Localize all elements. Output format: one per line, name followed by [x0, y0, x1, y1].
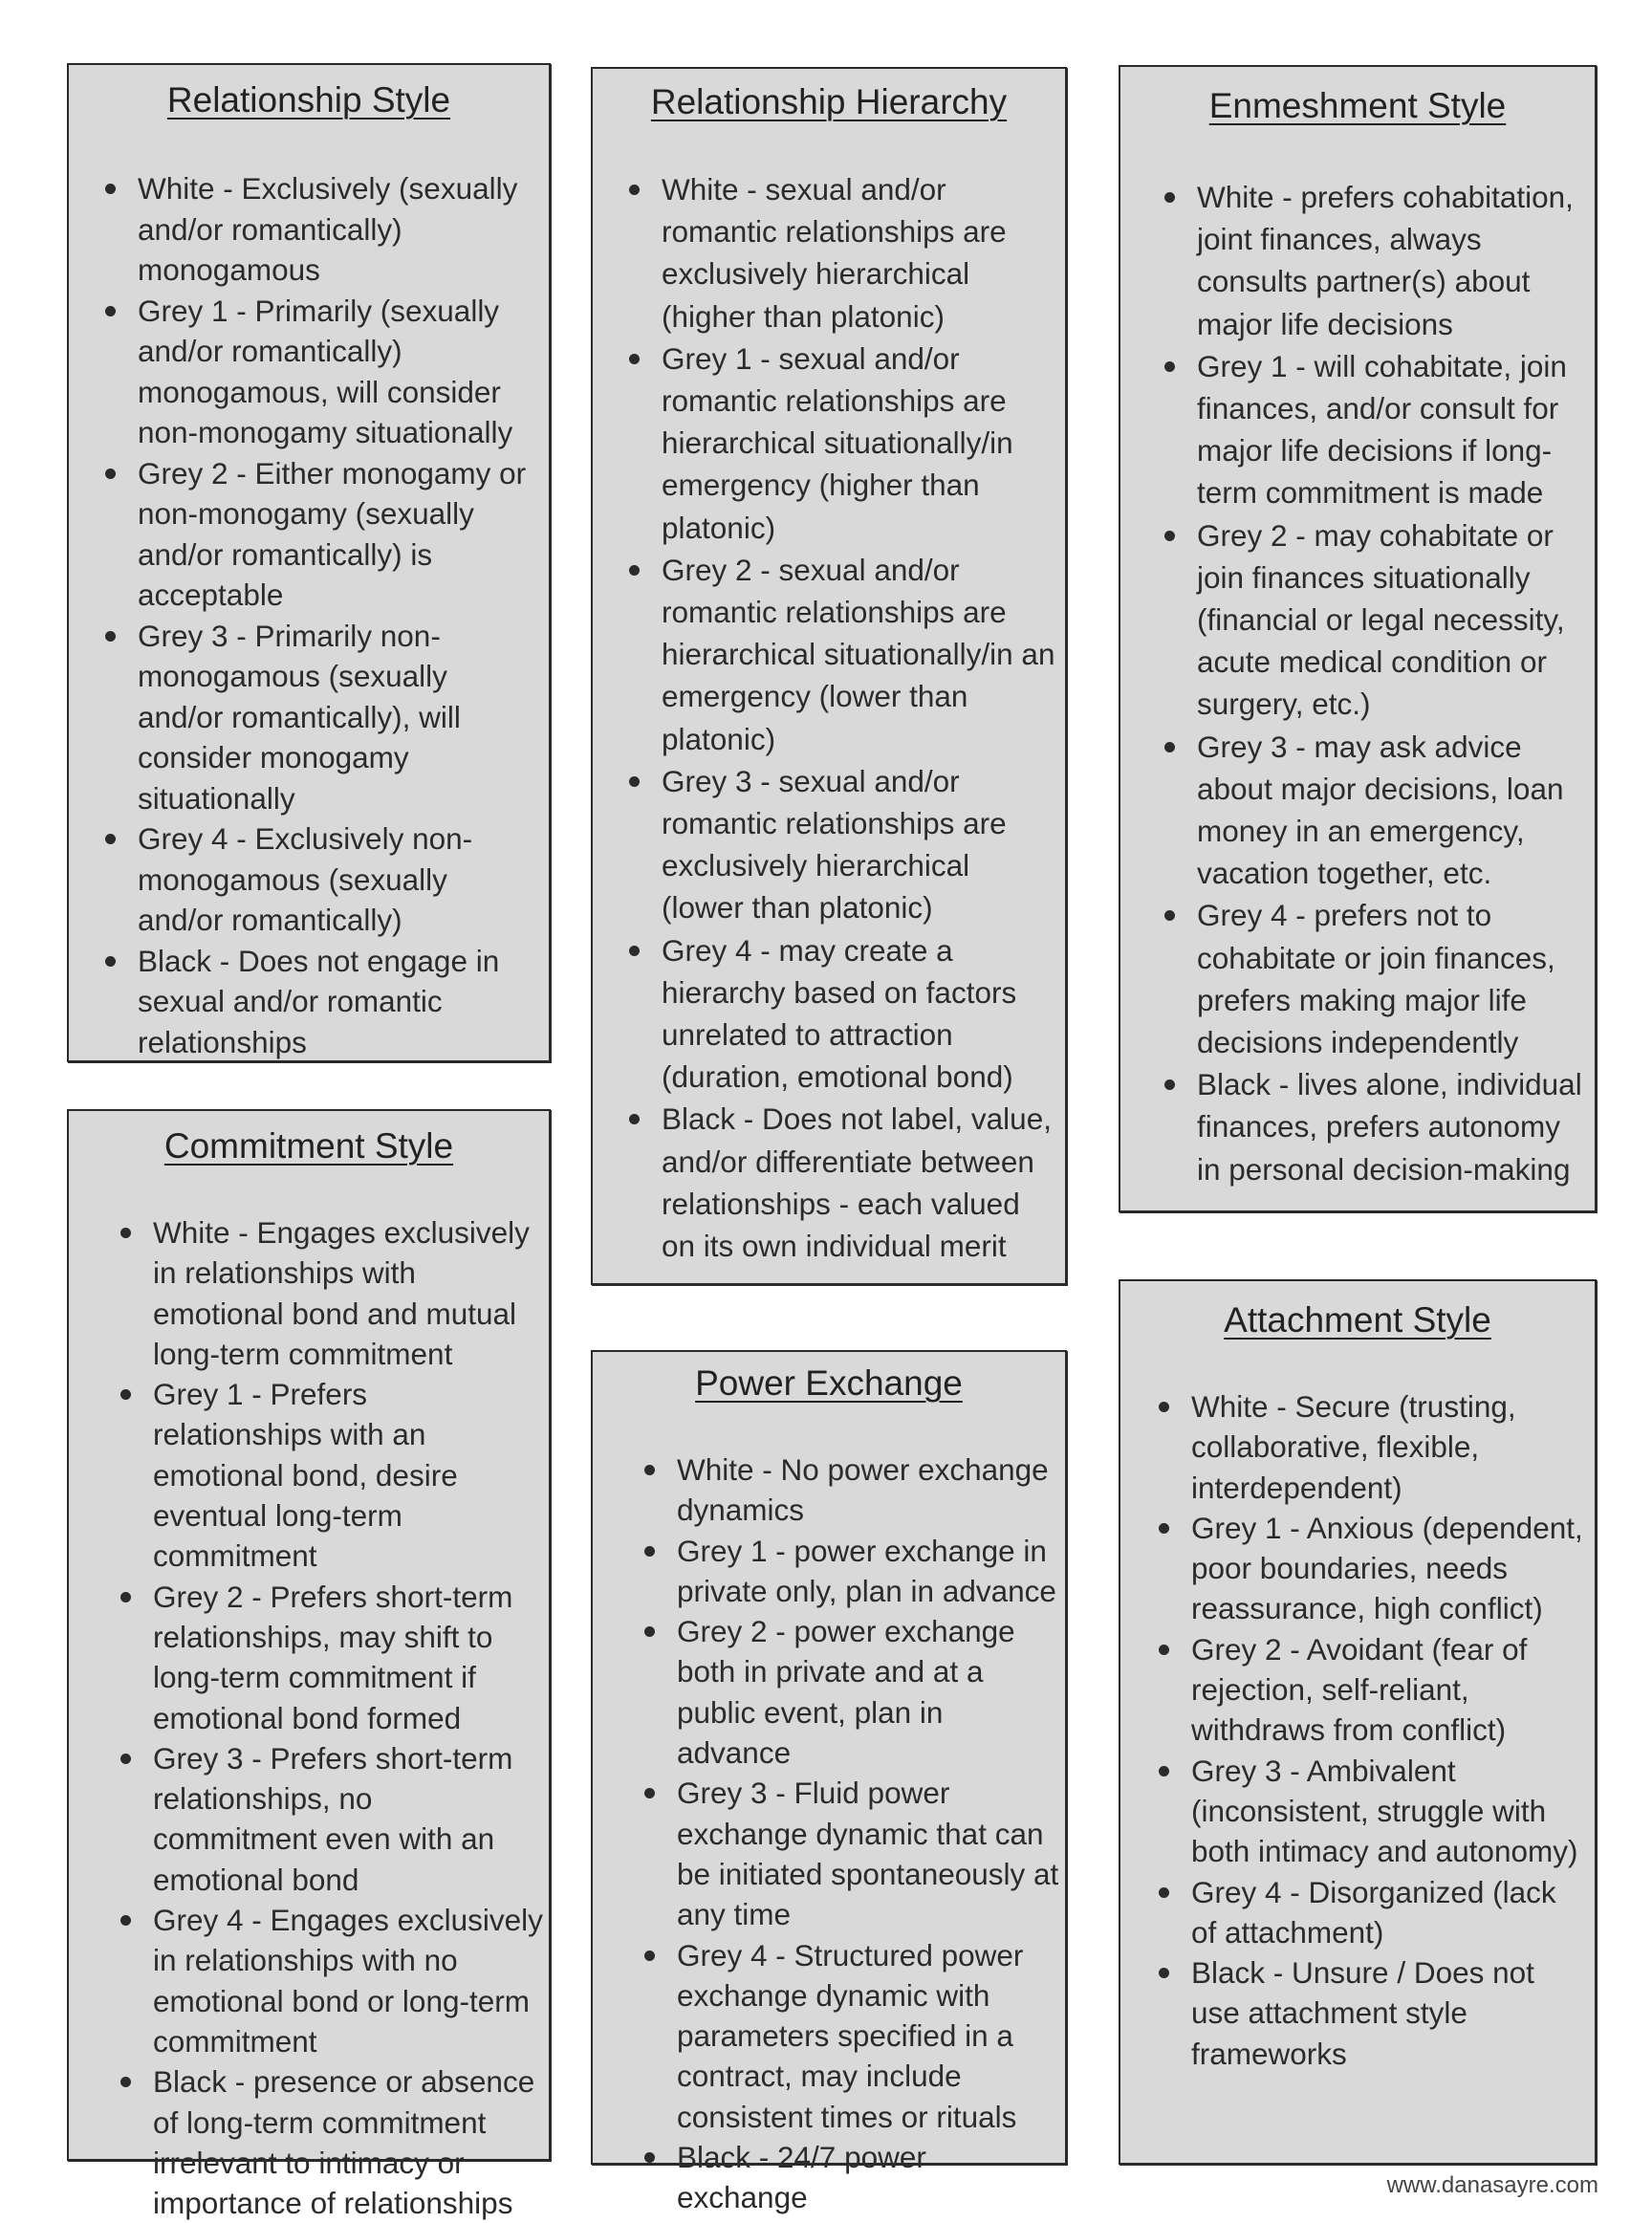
list-item: Black - presence or absence of long-term commitment irrelevant to intimacy or importance of relationships [103, 2061, 543, 2223]
power-exchange-card [591, 1350, 1067, 2215]
list-item: White - sexual and/or romantic relationships are exclusively hierarchical (higher than platonic) [612, 168, 1059, 338]
list-item: Grey 3 - may ask advice about major decisions, loan money in an emergency, vacation together, etc. [1147, 726, 1589, 895]
list-item: Black - lives alone, individual finances, prefers autonomy in personal decision-making [1147, 1063, 1589, 1190]
bullet-list [1120, 1386, 1595, 2074]
card-title: Relationship Style [166, 80, 451, 120]
list-item: Grey 3 - Primarily non-monogamous (sexually and/or romantically), will consider monogamy situationally [88, 616, 539, 819]
list-item: White - No power exchange dynamics [627, 1449, 1059, 1531]
card-title: Relationship Hierarchy [650, 82, 1008, 121]
enmeshment-style-card [1119, 65, 1597, 1212]
list-item: Grey 1 - Primarily (sexually and/or romantically) monogamous, will consider non-monogamy situationally [88, 291, 539, 453]
card-title: Commitment Style [163, 1126, 454, 1166]
commitment-style-card [67, 1109, 551, 2221]
list-item: Grey 2 - may cohabitate or join finances situationally (financial or legal necessity, acute medical condition or surgery, etc.) [1147, 514, 1589, 726]
list-item: Grey 4 - may create a hierarchy based on factors unrelated to attraction (duration, emotional bond) [612, 929, 1059, 1099]
list-item: Grey 4 - Structured power exchange dynamic with parameters specified in a contract, may include consistent times or rituals [627, 1935, 1059, 2137]
list-item: White - Exclusively (sexually and/or romantically) monogamous [88, 168, 539, 291]
list-item: Black - Unsure / Does not use attachment style frameworks [1141, 1952, 1589, 2074]
bullet-list [593, 168, 1065, 1267]
list-item: Grey 4 - Disorganized (lack of attachment) [1141, 1872, 1589, 1953]
card-title: Enmeshment Style [1208, 86, 1507, 125]
list-item: Black - 24/7 power exchange [627, 2137, 1059, 2218]
list-item: Grey 1 - will cohabitate, join finances, and/or consult for major life decisions if long-term commitment is made [1147, 345, 1589, 514]
list-item: Grey 1 - power exchange in private only, plan in advance [627, 1531, 1059, 1612]
list-item: Grey 1 - sexual and/or romantic relationships are hierarchical situationally/in emergency (higher than platonic) [612, 338, 1059, 549]
list-item: Black - Does not label, value, and/or differentiate between relationships - each valued on its own individual merit [612, 1098, 1059, 1267]
list-item: Grey 2 - Avoidant (fear of rejection, self-reliant, withdraws from conflict) [1141, 1629, 1589, 1751]
list-item: White - Secure (trusting, collaborative, flexible, interdependent) [1141, 1386, 1589, 1508]
bullet-list [1120, 176, 1595, 1190]
list-item: Grey 3 - sexual and/or romantic relationships are exclusively hierarchical (lower than platonic) [612, 760, 1059, 929]
list-item: Grey 3 - Ambivalent (inconsistent, struggle with both intimacy and autonomy) [1141, 1751, 1589, 1872]
list-item: Grey 4 - prefers not to cohabitate or join finances, prefers making major life decisions independently [1147, 894, 1589, 1063]
attachment-style-card [1119, 1279, 1597, 2165]
card-title: Attachment Style [1224, 1300, 1491, 1340]
list-item: White - Engages exclusively in relationships with emotional bond and mutual long-term commitment [103, 1212, 543, 1374]
website-footer: www.danasayre.com [1386, 2172, 1598, 2198]
list-item: Black - Does not engage in sexual and/or romantic relationships [88, 941, 539, 1063]
list-item: White - prefers cohabitation, joint finances, always consults partner(s) about major life decisions [1147, 176, 1589, 345]
list-item: Grey 2 - power exchange both in private and at a public event, plan in advance [627, 1611, 1059, 1773]
bullet-list [69, 1212, 549, 2223]
list-item: Grey 3 - Prefers short-term relationships, no commitment even with an emotional bond [103, 1738, 543, 1900]
relationship-hierarchy-card [591, 67, 1067, 1285]
relationship-style-card [67, 63, 551, 1062]
list-item: Grey 4 - Engages exclusively in relationships with no emotional bond or long-term commitment [103, 1900, 543, 2061]
list-item: Grey 2 - Prefers short-term relationships, may shift to long-term commitment if emotional bond formed [103, 1577, 543, 1738]
bullet-list [593, 1449, 1065, 2218]
list-item: Grey 2 - Either monogamy or non-monogamy (sexually and/or romantically) is acceptable [88, 453, 539, 616]
list-item: Grey 4 - Exclusively non-monogamous (sexually and/or romantically) [88, 818, 539, 941]
bullet-list [69, 168, 549, 1062]
list-item: Grey 1 - Prefers relationships with an emotional bond, desire eventual long-term commitment [103, 1374, 543, 1576]
card-title: Power Exchange [695, 1363, 963, 1403]
list-item: Grey 1 - Anxious (dependent, poor boundaries, needs reassurance, high conflict) [1141, 1508, 1589, 1629]
list-item: Grey 3 - Fluid power exchange dynamic that can be initiated spontaneously at any time [627, 1773, 1059, 1934]
list-item: Grey 2 - sexual and/or romantic relationships are hierarchical situationally/in an emergency (lower than platonic) [612, 549, 1059, 760]
